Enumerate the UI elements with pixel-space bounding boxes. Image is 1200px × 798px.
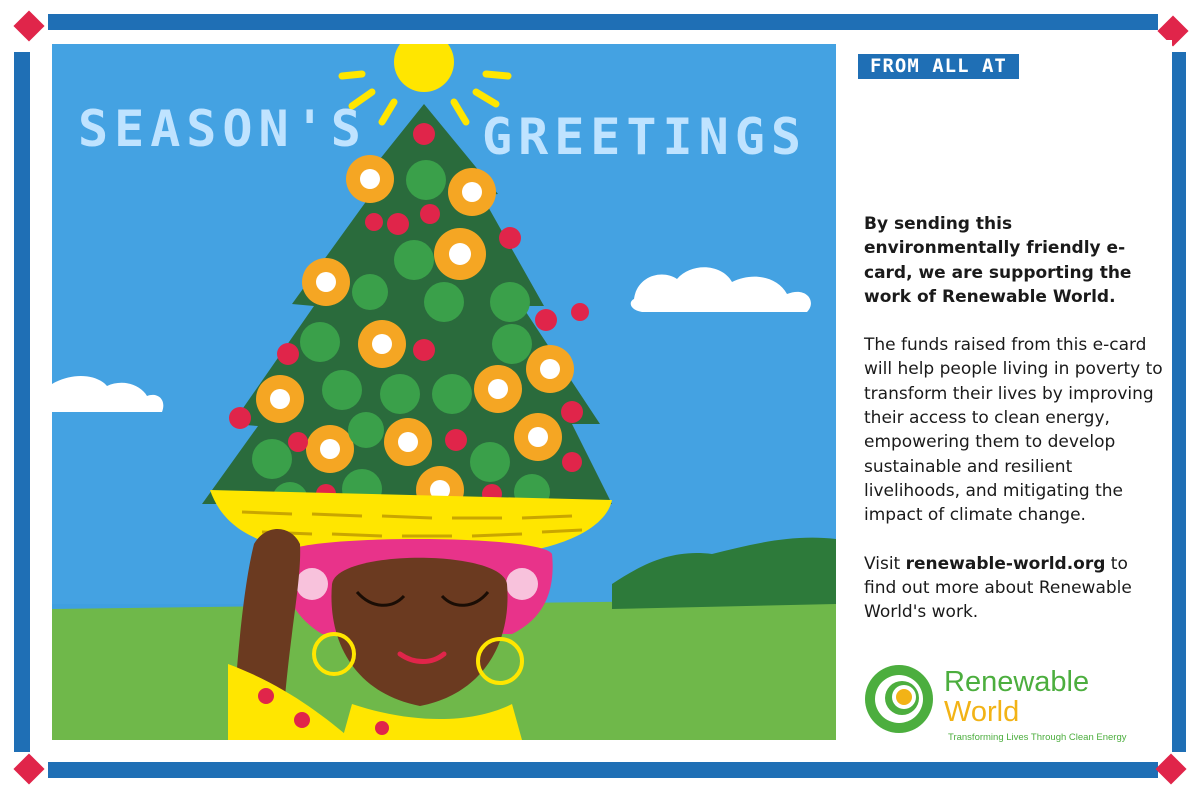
greeting-illustration bbox=[52, 44, 836, 740]
logo-tagline: Transforming Lives Through Clean Energy bbox=[948, 732, 1127, 743]
logo-name-line-1: Renewable bbox=[944, 666, 1090, 698]
lead-paragraph: By sending this environmentally friendly e-card, we are supporting the work of Renewable World. bbox=[864, 214, 1132, 307]
corner-diamond-top-left bbox=[13, 10, 44, 41]
border-left bbox=[14, 52, 30, 752]
greeting-line-2: GREETINGS bbox=[482, 108, 807, 166]
renewable-world-logo bbox=[862, 660, 1162, 744]
renewable-world-logo-icon bbox=[862, 662, 936, 736]
visit-paragraph bbox=[864, 552, 1164, 625]
visit-suffix: to find out more about Renewable World's work. bbox=[864, 553, 1132, 623]
card-message bbox=[864, 212, 1164, 648]
border-top bbox=[48, 14, 1158, 30]
corner-diamond-bottom-left bbox=[13, 753, 44, 784]
website-link[interactable]: renewable-world.org bbox=[905, 553, 1106, 574]
greeting-line-1: SEASON'S bbox=[78, 100, 367, 158]
logo-name-line-2: World bbox=[944, 696, 1020, 728]
body-paragraph: The funds raised from this e-card will help people living in poverty to transform their lives by improving their access to clean energy, empowering them to develop sustainable and resilient livelihoods, and mitigating the impact of climate change. bbox=[864, 335, 1163, 526]
border-right bbox=[1170, 52, 1186, 752]
corner-diamond-bottom-right bbox=[1155, 753, 1186, 784]
visit-prefix: Visit bbox=[864, 553, 906, 574]
border-bottom bbox=[48, 762, 1158, 778]
from-all-at-badge: FROM ALL AT bbox=[858, 54, 1019, 79]
